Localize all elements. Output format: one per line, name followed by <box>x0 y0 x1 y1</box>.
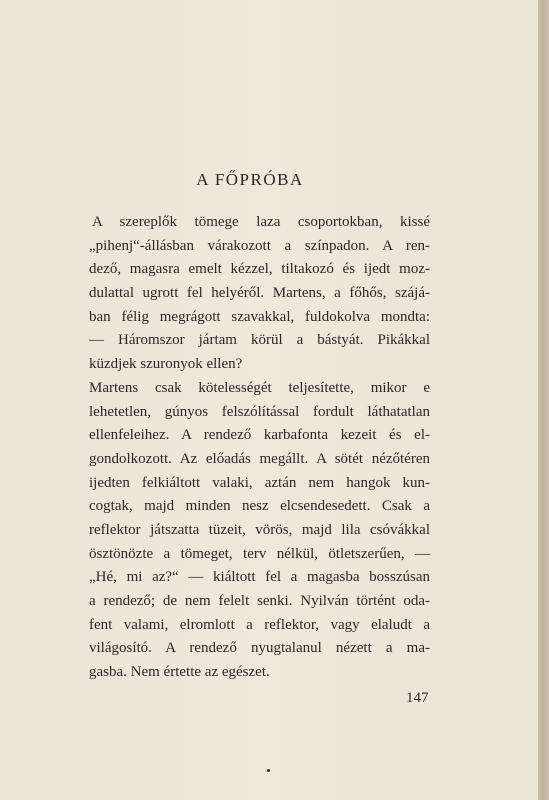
body-text <box>89 211 430 685</box>
text-line: cogtak, majd minden nesz elcsendesedett. Csak a <box>89 498 430 515</box>
text-line: „Hé, mi az?“ — kiáltott fel a magasba bosszúsan <box>89 569 430 586</box>
text-line: a rendező; de nem felelt senki. Nyilván történt oda- <box>89 593 430 609</box>
text-line: fent valami, elromlott a reflektor, vagy elaludt a <box>89 616 430 633</box>
text-line: reflektor játszatta tüzeit, vörös, majd lila csóvákkal <box>89 521 430 538</box>
text-line: dulattal ugrott fel helyéről. Martens, a főhős, szájá- <box>89 285 430 302</box>
text-line: ellenfeleihez. A rendező karbafonta kezeit és el- <box>89 427 430 444</box>
text-line: ijedten felkiáltott valaki, aztán nem hangok kun- <box>89 474 430 491</box>
text-line: „pihenj“-állásban várakozott a színpadon. A ren- <box>89 237 430 254</box>
text-line: lehetetlen, gúnyos felszólítással fordult láthatatlan <box>89 403 430 420</box>
text-line: ban félig megrágott szavakkal, fuldokolva mondta: <box>89 308 430 325</box>
page-edge <box>538 0 549 800</box>
page-number: 147 <box>406 690 429 706</box>
text-line: ösztönözte a tömeget, terv nélkül, ötletszerűen, — <box>89 545 430 562</box>
chapter-title: A FŐPRÓBA <box>196 170 304 189</box>
text-line: gondolkozott. Az előadás megállt. A sötét nézőtéren <box>89 450 430 467</box>
text-line: világosító. A rendező nyugtalanul nézett a ma- <box>89 640 430 657</box>
ink-speck <box>267 769 270 772</box>
text-line: dező, magasra emelt kézzel, tiltakozó és ijedt moz- <box>89 261 430 278</box>
text-line: gasba. Nem értette az egészet. <box>89 664 270 681</box>
text-line: A szereplők tömege laza csoportokban, kissé <box>92 214 430 230</box>
text-line: — Háromszor jártam körül a bástyát. Pikákkal <box>89 332 430 349</box>
text-line: küzdjek szuronyok ellen? <box>89 356 243 373</box>
text-line: Martens csak kötelességét teljesítette, mikor e <box>89 379 430 396</box>
